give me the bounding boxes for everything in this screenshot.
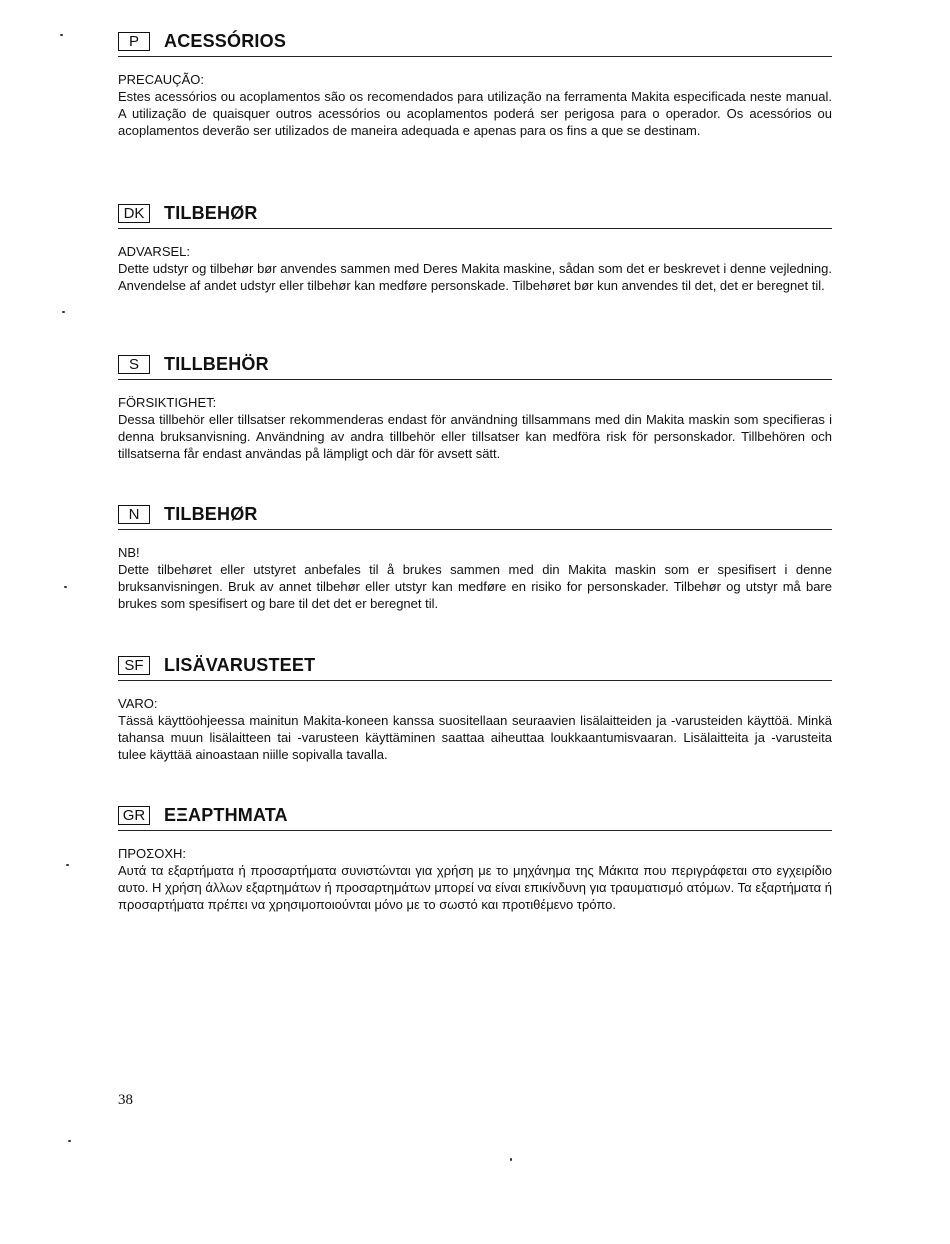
section-title: ACESSÓRIOS [164,31,287,51]
section-norwegian [118,503,832,612]
warning-label: PRECAUÇÃO: [118,72,204,87]
language-code-box: P [118,32,150,51]
section-heading [118,503,832,530]
section-title: ΕΞΑΡΤΗΜΑΤΑ [164,805,288,825]
section-title: LISÄVARUSTEET [164,655,316,675]
section-body: Dessa tillbehör eller tillsatser rekommenderas endast för användning tillsammans med din Makita maskin som specifieras i denna bruksanvisning. Användning av andra tillbehör eller tillsatser kan medföra risk för personskador. Tillbehören och tillsatserna får endast användas på lämpligt och där för avsett sätt. [118,412,832,461]
section-swedish [118,353,832,462]
language-code-box: DK [118,204,150,223]
section-body: Estes acessórios ou acoplamentos são os recomendados para utilização na ferramenta Makita especificada neste manual. A utilização de quaisquer outros acessórios ou acoplamentos poderá ser perigosa para o operador. Os acessórios ou acoplamentos deverão ser utilizados de maneira adequada e apenas para os fins a que se destinam. [118,89,832,138]
warning-label: NB! [118,545,140,560]
section-body: Dette udstyr og tilbehør bør anvendes sammen med Deres Makita maskine, sådan som det er beskrevet i denne vejledning. Anvendelse af andet udstyr eller tilbehør kan medføre personskade. Tilbehøret bør kun anvendes til det, det er beregnet til. [118,261,832,293]
warning-label: ADVARSEL: [118,244,191,259]
section-title: TILBEHØR [164,504,258,524]
language-code-box: N [118,505,150,524]
section-danish [118,202,832,294]
section-greek [118,804,832,913]
scan-speck [68,1140,71,1142]
section-heading [118,654,832,681]
warning-label: FÖRSIKTIGHET: [118,395,217,410]
language-code-box: SF [118,656,150,675]
section-heading [118,30,832,57]
page-number: 38 [118,1092,133,1108]
section-heading [118,202,832,229]
section-heading [118,804,832,831]
section-body: Dette tilbehøret eller utstyret anbefales til å brukes sammen med din Makita maskin som er spesifisert i denne bruksanvisningen. Bruk av annet tilbehør eller utstyr kan medføre en risiko for personskader. Tilbehør og utstyr må bare brukes som spesifisert og bare til det det er beregnet til. [118,562,832,611]
scan-speck [60,34,63,36]
warning-label: ΠΡΟΣΟΧΗ: [118,846,186,861]
language-code-box: GR [118,806,150,825]
section-body: Αυτά τα εξαρτήματα ή προσαρτήματα συνιστώνται για χρήση με το μηχάνημα της Μάκιτα που περιγράφεται στο εγχειρίδιο αυτο. Η χρήση άλλων εξαρτημάτων ή προσαρτημάτων μπορεί να είναι επικίνδυνη για τραυματισμό ατόμων. Τα εξαρτήματα ή προσαρτήματα πρέπει να χρησιμοποιούνται μόνο με το σωστό και προτιθέμενο τρόπο. [118,863,832,912]
section-title: TILBEHØR [164,203,258,223]
scan-speck [66,864,69,866]
scan-speck [64,586,67,588]
warning-label: VARO: [118,696,158,711]
section-finnish [118,654,832,763]
scan-speck [510,1158,512,1161]
section-portuguese [118,30,832,139]
section-title: TILLBEHÖR [164,354,269,374]
section-heading [118,353,832,380]
scan-speck [62,311,65,313]
language-code-box: S [118,355,150,374]
section-body: Tässä käyttöohjeessa mainitun Makita-koneen kanssa suositellaan seuraavien lisälaitteiden ja -varusteiden käyttöä. Minkä tahansa muun lisälaitteen tai -varusteen käyttäminen saattaa aiheuttaa loukkaantumisvaaran. Lisälaitteita ja -varusteita tulee käyttää ainoastaan niille sopivalla tavalla. [118,713,832,762]
